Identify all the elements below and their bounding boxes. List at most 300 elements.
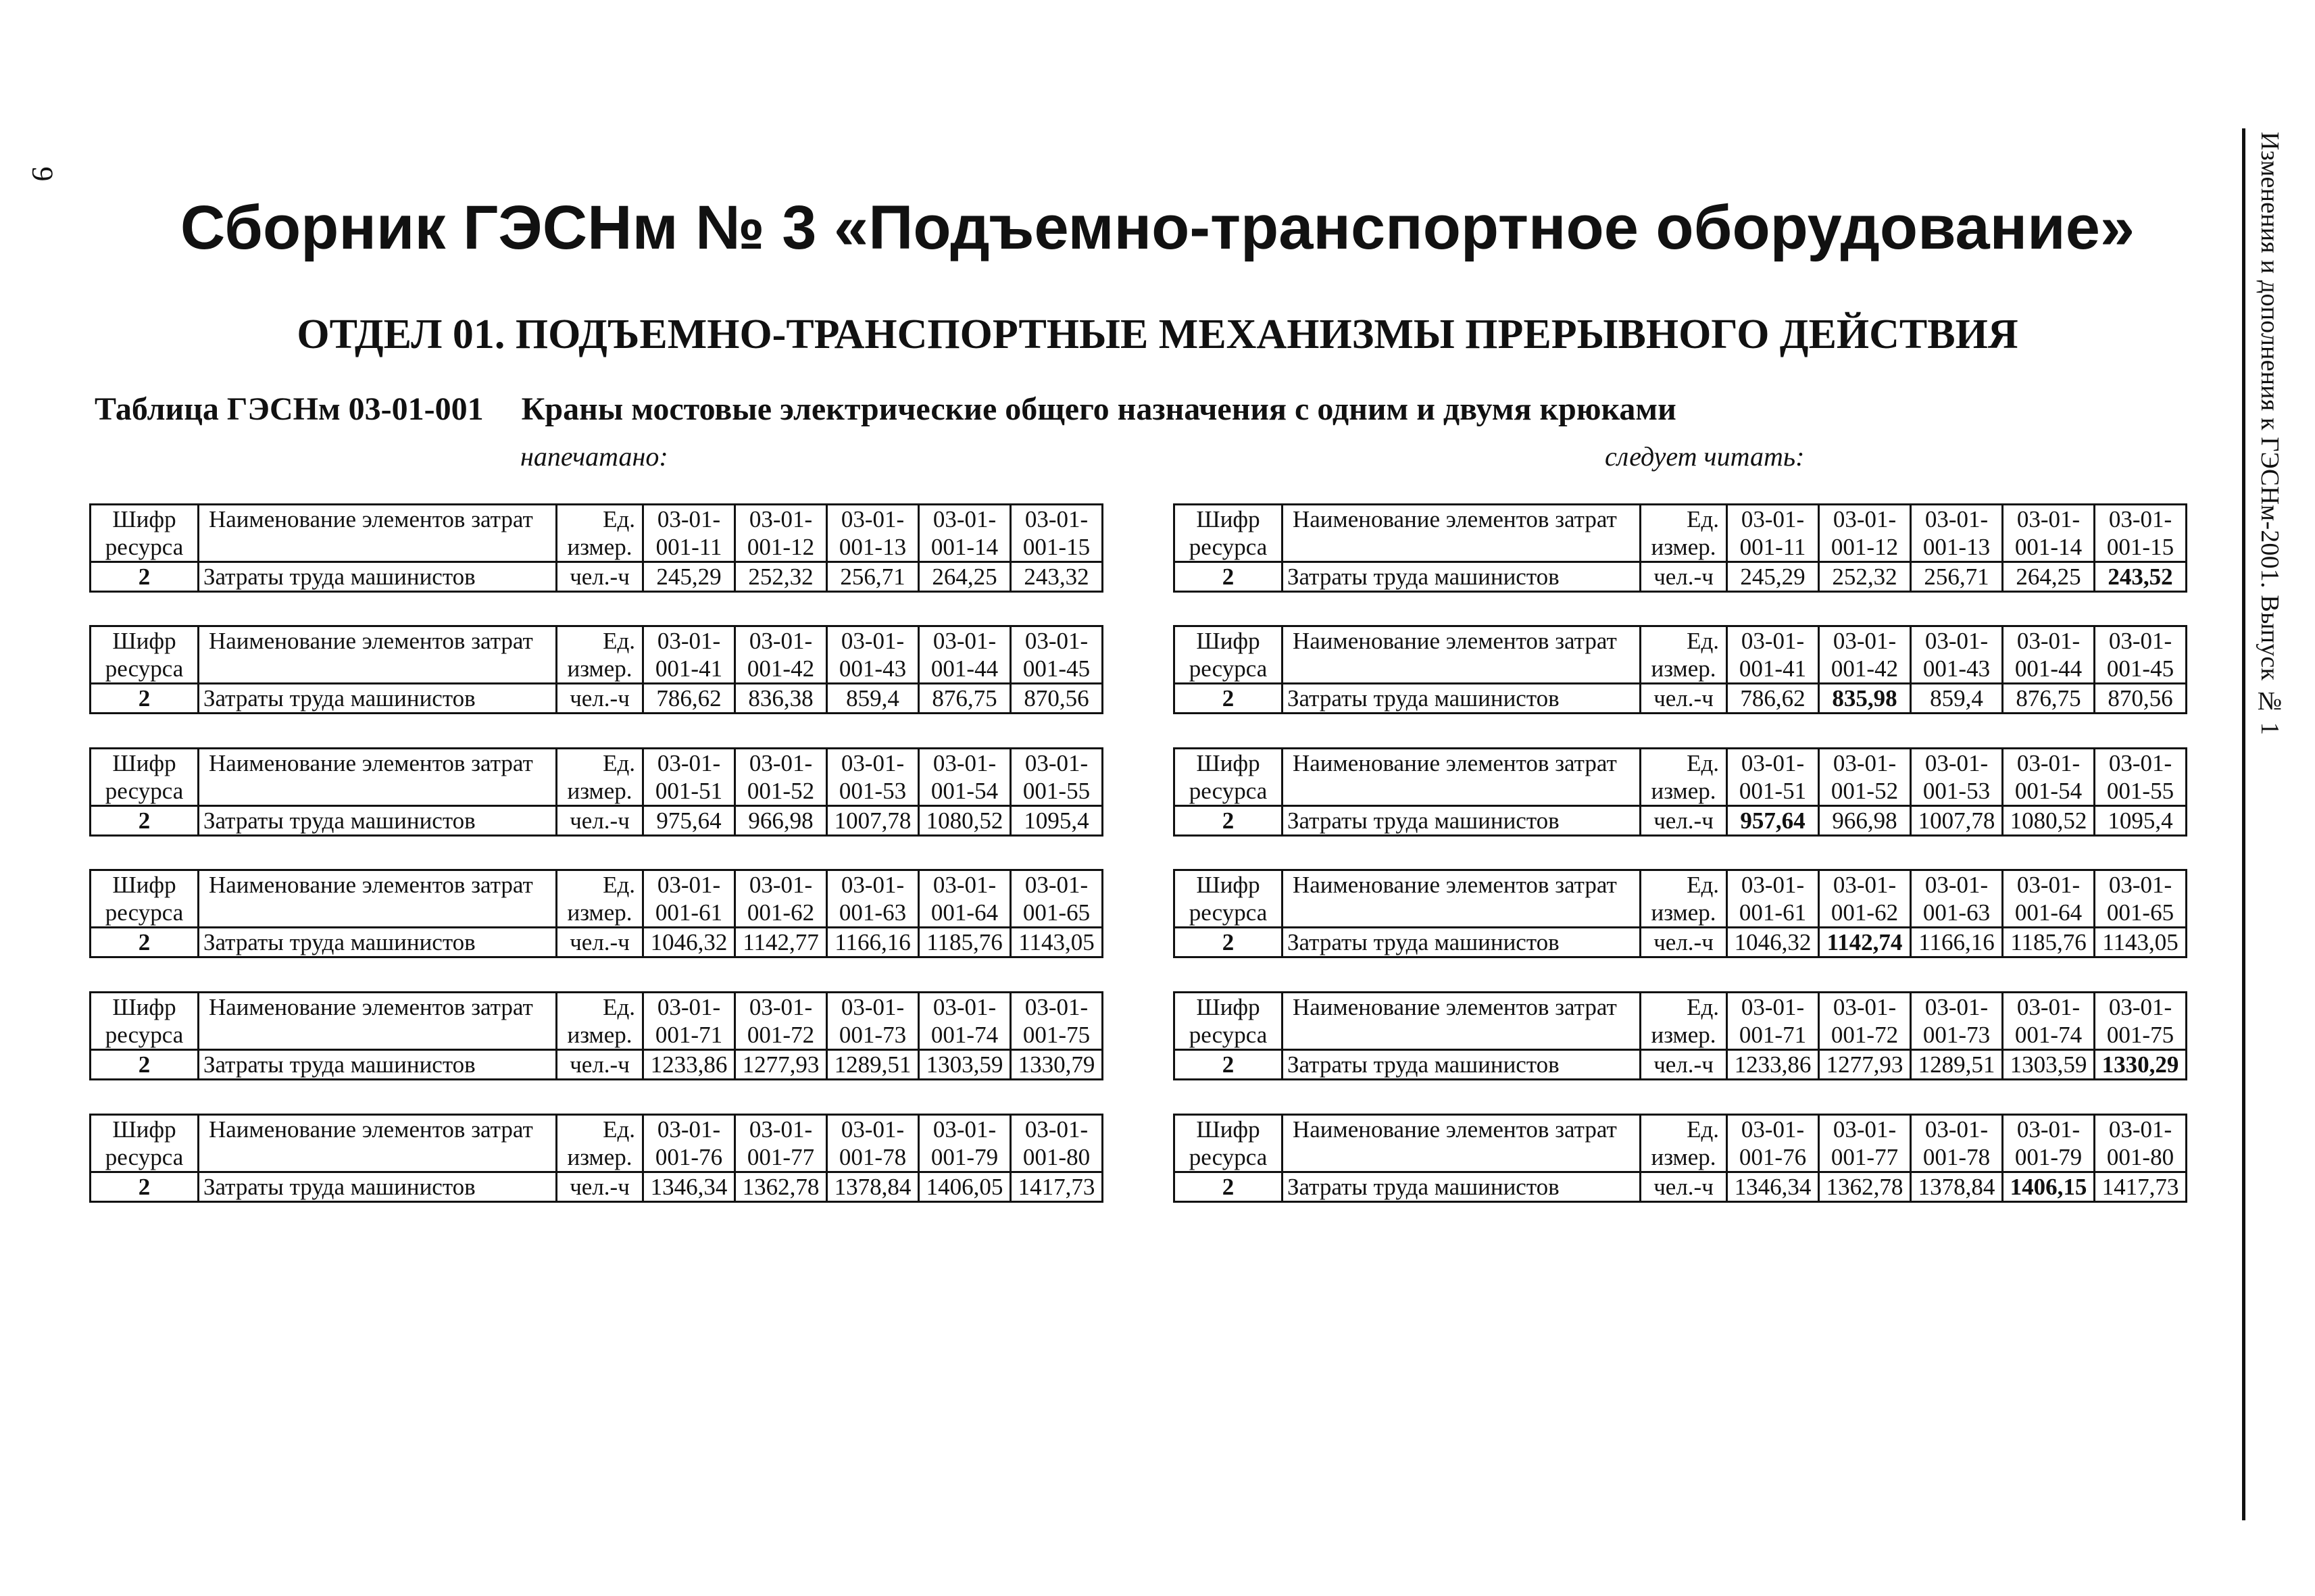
row-cipher: 2 (91, 1050, 199, 1080)
cost-table-read (1173, 1114, 2187, 1203)
header-code: 001-74 (919, 1021, 1011, 1050)
row-unit: чел.-ч (557, 928, 643, 957)
row-unit: чел.-ч (557, 684, 643, 714)
header-cipher: Шифр (1174, 1115, 1283, 1144)
header-unit-measure: измер. (557, 899, 643, 928)
header-code: 001-64 (919, 899, 1011, 928)
row-value: 256,71 (1911, 562, 2003, 592)
header-code-prefix: 03-01- (919, 870, 1011, 899)
row-value: 243,52 (2095, 562, 2187, 592)
header-code: 001-11 (1727, 533, 1819, 562)
header-cipher: Шифр (91, 749, 199, 778)
row-unit: чел.-ч (1641, 1172, 1727, 1202)
row-value: 859,4 (827, 684, 919, 714)
row-cipher: 2 (1174, 684, 1283, 714)
header-code-prefix: 03-01- (919, 626, 1011, 655)
header-code-prefix: 03-01- (1911, 993, 2003, 1022)
header-name: Наименование элементов затрат (1283, 993, 1641, 1022)
header-code-prefix: 03-01- (643, 505, 735, 534)
row-cipher: 2 (91, 928, 199, 957)
row-value: 966,98 (1819, 806, 1911, 836)
cost-table-printed (89, 869, 1103, 958)
header-resource: ресурса (91, 899, 199, 928)
header-unit-measure: измер. (1641, 533, 1727, 562)
row-value: 1330,29 (2095, 1050, 2187, 1080)
row-name: Затраты труда машинистов (1283, 1050, 1641, 1080)
header-code-prefix: 03-01- (2095, 749, 2187, 778)
row-value: 256,71 (827, 562, 919, 592)
header-code: 001-73 (827, 1021, 919, 1050)
header-cipher: Шифр (91, 870, 199, 899)
header-name: Наименование элементов затрат (199, 1115, 557, 1144)
header-code-prefix: 03-01- (1011, 993, 1103, 1022)
row-value: 876,75 (919, 684, 1011, 714)
row-value: 1046,32 (1727, 928, 1819, 957)
header-name: Наименование элементов затрат (199, 993, 557, 1022)
header-code: 001-41 (643, 655, 735, 684)
header-code-prefix: 03-01- (919, 1115, 1011, 1144)
header-code-prefix: 03-01- (643, 626, 735, 655)
row-value: 1007,78 (827, 806, 919, 836)
header-code-prefix: 03-01- (1011, 626, 1103, 655)
header-code: 001-80 (2095, 1143, 2187, 1172)
header-name-cont (199, 533, 557, 562)
header-code: 001-54 (919, 777, 1011, 806)
header-code-prefix: 03-01- (1011, 870, 1103, 899)
header-unit: Ед. (1641, 993, 1727, 1022)
row-value: 1289,51 (1911, 1050, 2003, 1080)
header-cipher: Шифр (91, 626, 199, 655)
header-code-prefix: 03-01- (1727, 993, 1819, 1022)
header-code: 001-75 (2095, 1021, 2187, 1050)
header-code: 001-43 (1911, 655, 2003, 684)
header-code: 001-53 (827, 777, 919, 806)
header-code: 001-77 (735, 1143, 827, 1172)
header-unit: Ед. (557, 626, 643, 655)
row-value: 1362,78 (1819, 1172, 1911, 1202)
header-code: 001-51 (643, 777, 735, 806)
row-value: 1417,73 (1011, 1172, 1103, 1202)
row-value: 1166,16 (1911, 928, 2003, 957)
row-value: 1303,59 (919, 1050, 1011, 1080)
header-code: 001-11 (643, 533, 735, 562)
table-row (1174, 562, 2187, 592)
header-code-prefix: 03-01- (827, 870, 919, 899)
header-code: 001-52 (1819, 777, 1911, 806)
header-resource: ресурса (1174, 777, 1283, 806)
header-resource: ресурса (91, 777, 199, 806)
section-title: ОТДЕЛ 01. ПОДЪЕМНО-ТРАНСПОРТНЫЕ МЕХАНИЗМЫ ПРЕРЫВНОГО ДЕЙСТВИЯ (297, 311, 2018, 357)
row-cipher: 2 (91, 562, 199, 592)
header-name-cont (1283, 1021, 1641, 1050)
header-code-prefix: 03-01- (1819, 1115, 1911, 1144)
header-code-prefix: 03-01- (919, 993, 1011, 1022)
cost-table-printed (89, 503, 1103, 593)
row-value: 1046,32 (643, 928, 735, 957)
header-code: 001-42 (735, 655, 827, 684)
table-row (1174, 928, 2187, 957)
row-unit: чел.-ч (557, 1172, 643, 1202)
header-code-prefix: 03-01- (1011, 1115, 1103, 1144)
header-code: 001-73 (1911, 1021, 2003, 1050)
header-code: 001-13 (1911, 533, 2003, 562)
header-code: 001-72 (1819, 1021, 1911, 1050)
header-code: 001-78 (1911, 1143, 2003, 1172)
header-resource: ресурса (1174, 533, 1283, 562)
table-name: Краны мостовые электрические общего назначения с одним и двумя крюками (521, 391, 1676, 427)
header-code: 001-54 (2003, 777, 2095, 806)
header-name-cont (1283, 899, 1641, 928)
row-value: 1303,59 (2003, 1050, 2095, 1080)
header-unit: Ед. (1641, 1115, 1727, 1144)
row-value: 836,38 (735, 684, 827, 714)
header-unit: Ед. (557, 870, 643, 899)
header-code-prefix: 03-01- (827, 1115, 919, 1144)
header-code-prefix: 03-01- (1819, 749, 1911, 778)
row-unit: чел.-ч (1641, 562, 1727, 592)
row-value: 1143,05 (1011, 928, 1103, 957)
row-cipher: 2 (91, 806, 199, 836)
header-unit: Ед. (1641, 870, 1727, 899)
row-unit: чел.-ч (1641, 928, 1727, 957)
header-name-cont (1283, 1143, 1641, 1172)
header-name: Наименование элементов затрат (199, 749, 557, 778)
header-code: 001-62 (735, 899, 827, 928)
header-code-prefix: 03-01- (2095, 1115, 2187, 1144)
header-code-prefix: 03-01- (735, 749, 827, 778)
header-code-prefix: 03-01- (735, 626, 827, 655)
header-name: Наименование элементов затрат (1283, 1115, 1641, 1144)
header-code: 001-72 (735, 1021, 827, 1050)
header-resource: ресурса (91, 533, 199, 562)
header-code: 001-74 (2003, 1021, 2095, 1050)
row-value: 1378,84 (1911, 1172, 2003, 1202)
header-code-prefix: 03-01- (2003, 505, 2095, 534)
row-value: 1346,34 (1727, 1172, 1819, 1202)
row-cipher: 2 (1174, 562, 1283, 592)
header-unit: Ед. (1641, 505, 1727, 534)
header-code-prefix: 03-01- (2003, 993, 2095, 1022)
header-code: 001-63 (827, 899, 919, 928)
table-row (1174, 806, 2187, 836)
table-row (91, 928, 1103, 957)
header-unit-measure: измер. (557, 533, 643, 562)
row-value: 1378,84 (827, 1172, 919, 1202)
header-unit-measure: измер. (1641, 899, 1727, 928)
row-value: 975,64 (643, 806, 735, 836)
table-code: Таблица ГЭСНм 03-01-001 (95, 391, 484, 427)
header-code-prefix: 03-01- (735, 870, 827, 899)
table-row (91, 562, 1103, 592)
header-code: 001-71 (1727, 1021, 1819, 1050)
table-row (91, 1050, 1103, 1080)
row-name: Затраты труда машинистов (1283, 684, 1641, 714)
row-unit: чел.-ч (557, 806, 643, 836)
header-cipher: Шифр (91, 993, 199, 1022)
header-code: 001-61 (1727, 899, 1819, 928)
cost-table-printed (89, 1114, 1103, 1203)
header-resource: ресурса (1174, 655, 1283, 684)
header-code-prefix: 03-01- (827, 505, 919, 534)
header-code-prefix: 03-01- (919, 505, 1011, 534)
row-value: 1142,77 (735, 928, 827, 957)
row-name: Затраты труда машинистов (1283, 806, 1641, 836)
row-value: 1233,86 (643, 1050, 735, 1080)
header-code-prefix: 03-01- (1819, 626, 1911, 655)
header-resource: ресурса (1174, 1143, 1283, 1172)
header-unit-measure: измер. (1641, 655, 1727, 684)
page-number: 9 (26, 166, 59, 182)
header-unit: Ед. (1641, 626, 1727, 655)
row-value: 1007,78 (1911, 806, 2003, 836)
row-name: Затраты труда машинистов (199, 1050, 557, 1080)
header-cipher: Шифр (1174, 626, 1283, 655)
row-unit: чел.-ч (557, 562, 643, 592)
header-name: Наименование элементов затрат (1283, 870, 1641, 899)
row-value: 1143,05 (2095, 928, 2187, 957)
header-code: 001-79 (919, 1143, 1011, 1172)
row-name: Затраты труда машинистов (1283, 562, 1641, 592)
header-code: 001-44 (2003, 655, 2095, 684)
header-code: 001-12 (735, 533, 827, 562)
row-name: Затраты труда машинистов (199, 1172, 557, 1202)
header-code: 001-13 (827, 533, 919, 562)
header-code: 001-43 (827, 655, 919, 684)
cost-table-read (1173, 869, 2187, 958)
header-unit-measure: измер. (1641, 777, 1727, 806)
header-code: 001-62 (1819, 899, 1911, 928)
header-code-prefix: 03-01- (735, 505, 827, 534)
header-name-cont (1283, 777, 1641, 806)
header-name-cont (1283, 655, 1641, 684)
header-code-prefix: 03-01- (1011, 749, 1103, 778)
header-code: 001-80 (1011, 1143, 1103, 1172)
row-value: 1406,15 (2003, 1172, 2095, 1202)
header-code: 001-75 (1011, 1021, 1103, 1050)
row-value: 870,56 (2095, 684, 2187, 714)
row-value: 264,25 (2003, 562, 2095, 592)
header-code: 001-53 (1911, 777, 2003, 806)
row-value: 786,62 (643, 684, 735, 714)
header-code-prefix: 03-01- (643, 1115, 735, 1144)
header-code-prefix: 03-01- (1727, 626, 1819, 655)
header-name: Наименование элементов затрат (1283, 749, 1641, 778)
header-name: Наименование элементов затрат (199, 870, 557, 899)
header-code-prefix: 03-01- (735, 1115, 827, 1144)
header-name-cont (199, 655, 557, 684)
row-value: 264,25 (919, 562, 1011, 592)
header-code-prefix: 03-01- (1819, 870, 1911, 899)
row-name: Затраты труда машинистов (1283, 1172, 1641, 1202)
table-row (91, 806, 1103, 836)
row-cipher: 2 (1174, 928, 1283, 957)
row-unit: чел.-ч (557, 1050, 643, 1080)
header-name: Наименование элементов затрат (1283, 505, 1641, 534)
header-code-prefix: 03-01- (1727, 749, 1819, 778)
header-name-cont (199, 1021, 557, 1050)
cost-table-read (1173, 503, 2187, 593)
header-resource: ресурса (91, 1021, 199, 1050)
header-code: 001-61 (643, 899, 735, 928)
row-value: 1417,73 (2095, 1172, 2187, 1202)
header-name: Наименование элементов затрат (199, 626, 557, 655)
header-code-prefix: 03-01- (2003, 749, 2095, 778)
header-name: Наименование элементов затрат (199, 505, 557, 534)
header-resource: ресурса (1174, 1021, 1283, 1050)
header-code: 001-14 (919, 533, 1011, 562)
header-code: 001-55 (1011, 777, 1103, 806)
row-value: 859,4 (1911, 684, 2003, 714)
header-code: 001-76 (643, 1143, 735, 1172)
row-value: 1142,74 (1819, 928, 1911, 957)
row-unit: чел.-ч (1641, 806, 1727, 836)
table-row (1174, 1172, 2187, 1202)
header-code: 001-65 (1011, 899, 1103, 928)
header-code: 001-64 (2003, 899, 2095, 928)
header-code: 001-15 (2095, 533, 2187, 562)
collection-title: Сборник ГЭСНм № 3 «Подъемно-транспортное оборудование» (180, 193, 2135, 262)
row-unit: чел.-ч (1641, 684, 1727, 714)
header-code-prefix: 03-01- (1911, 626, 2003, 655)
header-code-prefix: 03-01- (2095, 870, 2187, 899)
table-row (1174, 1050, 2187, 1080)
header-resource: ресурса (91, 1143, 199, 1172)
header-code: 001-65 (2095, 899, 2187, 928)
header-code-prefix: 03-01- (643, 749, 735, 778)
table-row (1174, 684, 2187, 714)
header-unit: Ед. (557, 993, 643, 1022)
row-value: 1277,93 (1819, 1050, 1911, 1080)
header-code-prefix: 03-01- (1911, 1115, 2003, 1144)
header-code: 001-12 (1819, 533, 1911, 562)
row-value: 786,62 (1727, 684, 1819, 714)
header-code: 001-63 (1911, 899, 2003, 928)
table-row (91, 1172, 1103, 1202)
header-code: 001-45 (2095, 655, 2187, 684)
table-row (91, 684, 1103, 714)
row-value: 1095,4 (1011, 806, 1103, 836)
row-name: Затраты труда машинистов (199, 684, 557, 714)
header-code: 001-45 (1011, 655, 1103, 684)
row-value: 245,29 (643, 562, 735, 592)
header-code-prefix: 03-01- (1819, 993, 1911, 1022)
header-unit-measure: измер. (557, 655, 643, 684)
row-value: 876,75 (2003, 684, 2095, 714)
header-code-prefix: 03-01- (2003, 626, 2095, 655)
header-code-prefix: 03-01- (919, 749, 1011, 778)
header-code-prefix: 03-01- (2095, 993, 2187, 1022)
header-name-cont (1283, 533, 1641, 562)
row-value: 1406,05 (919, 1172, 1011, 1202)
header-code: 001-71 (643, 1021, 735, 1050)
header-code-prefix: 03-01- (1911, 505, 2003, 534)
row-value: 252,32 (735, 562, 827, 592)
header-cipher: Шифр (91, 505, 199, 534)
row-value: 1277,93 (735, 1050, 827, 1080)
header-code-prefix: 03-01- (2003, 870, 2095, 899)
header-code-prefix: 03-01- (1011, 505, 1103, 534)
header-resource: ресурса (91, 655, 199, 684)
row-value: 1346,34 (643, 1172, 735, 1202)
header-resource: ресурса (1174, 899, 1283, 928)
row-value: 252,32 (1819, 562, 1911, 592)
header-code-prefix: 03-01- (1727, 505, 1819, 534)
header-code-prefix: 03-01- (1819, 505, 1911, 534)
row-value: 957,64 (1727, 806, 1819, 836)
header-code: 001-41 (1727, 655, 1819, 684)
header-code-prefix: 03-01- (2095, 505, 2187, 534)
header-code: 001-44 (919, 655, 1011, 684)
header-unit-measure: измер. (1641, 1021, 1727, 1050)
row-value: 1289,51 (827, 1050, 919, 1080)
header-cipher: Шифр (1174, 993, 1283, 1022)
header-code-prefix: 03-01- (827, 626, 919, 655)
row-name: Затраты труда машинистов (199, 806, 557, 836)
row-value: 1362,78 (735, 1172, 827, 1202)
row-cipher: 2 (1174, 806, 1283, 836)
header-code: 001-15 (1011, 533, 1103, 562)
row-value: 1330,79 (1011, 1050, 1103, 1080)
side-header-text: Изменения и дополнения к ГЭСНм-2001. Выпуск № 1 (2256, 132, 2284, 735)
row-cipher: 2 (91, 684, 199, 714)
header-code: 001-78 (827, 1143, 919, 1172)
header-code-prefix: 03-01- (827, 993, 919, 1022)
header-code-prefix: 03-01- (1727, 870, 1819, 899)
row-value: 1080,52 (919, 806, 1011, 836)
header-code-prefix: 03-01- (1911, 749, 2003, 778)
header-cipher: Шифр (1174, 870, 1283, 899)
row-value: 243,32 (1011, 562, 1103, 592)
header-code: 001-51 (1727, 777, 1819, 806)
header-unit: Ед. (557, 505, 643, 534)
cost-table-read (1173, 747, 2187, 837)
header-code-prefix: 03-01- (1911, 870, 2003, 899)
header-code-prefix: 03-01- (643, 870, 735, 899)
printed-label: напечатано: (520, 441, 668, 472)
cost-table-read (1173, 991, 2187, 1080)
row-unit: чел.-ч (1641, 1050, 1727, 1080)
header-unit-measure: измер. (557, 777, 643, 806)
row-cipher: 2 (1174, 1172, 1283, 1202)
header-code-prefix: 03-01- (1727, 1115, 1819, 1144)
header-code-prefix: 03-01- (735, 993, 827, 1022)
header-code: 001-14 (2003, 533, 2095, 562)
row-cipher: 2 (91, 1172, 199, 1202)
cost-table-printed (89, 625, 1103, 714)
row-name: Затраты труда машинистов (1283, 928, 1641, 957)
table-caption (95, 391, 1676, 428)
header-cipher: Шифр (1174, 749, 1283, 778)
cost-table-printed (89, 747, 1103, 837)
row-value: 966,98 (735, 806, 827, 836)
header-code-prefix: 03-01- (643, 993, 735, 1022)
header-name-cont (199, 899, 557, 928)
header-unit-measure: измер. (1641, 1143, 1727, 1172)
cost-table-printed (89, 991, 1103, 1080)
cost-table-read (1173, 625, 2187, 714)
header-unit-measure: измер. (557, 1021, 643, 1050)
row-value: 1233,86 (1727, 1050, 1819, 1080)
header-code: 001-42 (1819, 655, 1911, 684)
row-name: Затраты труда машинистов (199, 928, 557, 957)
header-name: Наименование элементов затрат (1283, 626, 1641, 655)
header-code: 001-76 (1727, 1143, 1819, 1172)
row-value: 1185,76 (919, 928, 1011, 957)
header-name-cont (199, 777, 557, 806)
header-unit: Ед. (1641, 749, 1727, 778)
header-code: 001-79 (2003, 1143, 2095, 1172)
row-cipher: 2 (1174, 1050, 1283, 1080)
